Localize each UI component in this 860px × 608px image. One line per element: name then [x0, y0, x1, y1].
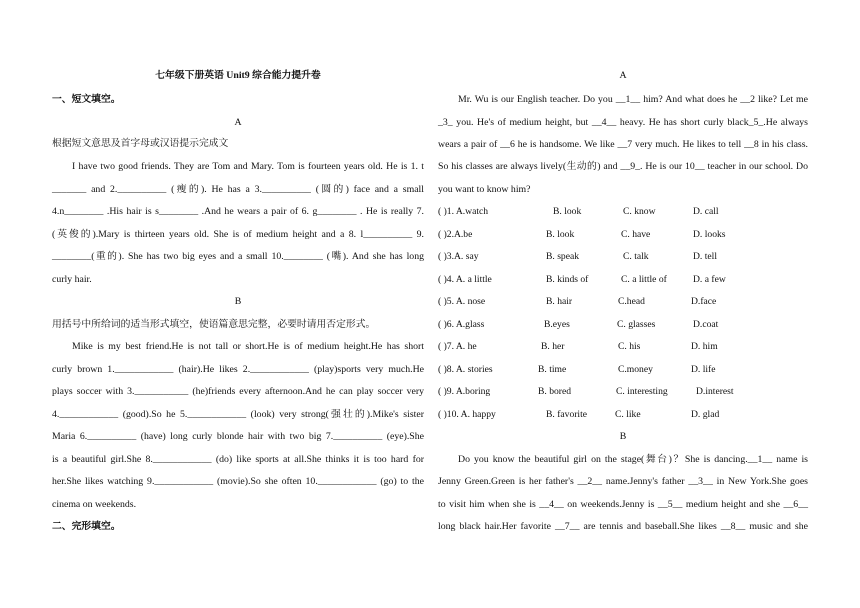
option-c: C. talk: [623, 251, 649, 262]
part-b-line: curly brown 1.____________ (hair).He likes 2.____________ (play)sports very much.He: [52, 364, 424, 375]
passage-a-label: A: [619, 70, 627, 81]
question-number-option-a: ( )10. A. happy: [438, 409, 496, 420]
question-number-option-a: ( )9. A.boring: [438, 386, 491, 397]
option-b: B. her: [541, 341, 565, 352]
option-b: B. hair: [546, 296, 573, 307]
part-b-line: is a beautiful girl.She 8.____________ (do) like sports at all.She thinks it is too hard for: [52, 454, 424, 465]
section-heading-1: 一、短文填空。: [52, 94, 121, 105]
section-heading-2: 二、完形填空。: [52, 521, 121, 532]
option-b: B. kinds of: [546, 274, 589, 285]
page-title: 七年级下册英语 Unit9 综合能力提升卷: [155, 70, 321, 81]
part-a-line: ________(重的). She has two big eyes and a small 10.________ (嘴). And she has long: [52, 251, 424, 262]
option-d: D. call: [693, 206, 719, 217]
option-c: C. glasses: [617, 319, 656, 330]
passage-a-line: So his classes are always lively(生动的) and __9_. He is our 10__ teacher in our school. Do: [438, 161, 808, 172]
option-c: C.money: [618, 364, 653, 375]
part-b-instruction: 用括号中所给词的适当形式填空，使语篇意思完整，必要时请用否定形式。: [52, 319, 376, 330]
option-c: C.head: [618, 296, 645, 307]
option-b: B. look: [546, 229, 575, 240]
question-number-option-a: ( )7. A. he: [438, 341, 477, 352]
part-a-line: 4.n________ .His hair is s________ .And he wears a pair of 6. g________ . He is really 7.: [52, 206, 424, 217]
option-d: D. him: [691, 341, 718, 352]
option-c: C. his: [618, 341, 641, 352]
part-b-label: B: [234, 296, 242, 307]
option-c: C. know: [623, 206, 656, 217]
part-b-line: Maria 6.__________ (have) long curly blonde hair with two big 7.__________ (eye).She: [52, 431, 424, 442]
option-d: D. glad: [691, 409, 720, 420]
option-b: B. speak: [546, 251, 580, 262]
part-a-line: curly hair.: [52, 274, 92, 285]
question-number-option-a: ( )6. A.glass: [438, 319, 485, 330]
option-d: D. looks: [693, 229, 726, 240]
passage-a-line: wears a pair of __6 he is handsome. We like __7 very much. He likes to tell __8 in his class.: [438, 139, 808, 150]
option-b: B. time: [538, 364, 567, 375]
question-number-option-a: ( )5. A. nose: [438, 296, 486, 307]
passage-b-line: long black hair.Her favorite __7__ are tennis and baseball.She likes __8__ music and she: [438, 521, 808, 532]
question-number-option-a: ( )4. A. a little: [438, 274, 492, 285]
passage-b-line: to visit him when she is __4__ on weekends.Jenny is __5__ medium height and she __6__: [438, 499, 808, 510]
question-number-option-a: ( )8. A. stories: [438, 364, 493, 375]
part-b-line: cinema on weekends.: [52, 499, 137, 510]
part-b-line: plays soccer with 3.___________ (he)friends every afternoon.And he can play soccer very: [52, 386, 424, 397]
option-d: D. a few: [693, 274, 726, 285]
part-a-instruction: 根据短文意思及首字母或汉语提示完成文: [52, 138, 229, 149]
option-c: C. interesting: [616, 386, 668, 397]
part-b-line: 4.____________ (good).So he 5.____________ (look) very strong(强壮的).Mike's sister: [52, 409, 424, 420]
question-number-option-a: ( )3.A. say: [438, 251, 479, 262]
passage-a-line: you want to know him?: [438, 184, 531, 195]
option-c: C. a little of: [621, 274, 667, 285]
option-b: B. favorite: [546, 409, 588, 420]
option-d: D.face: [691, 296, 717, 307]
question-number-option-a: ( )2.A.be: [438, 229, 473, 240]
option-d: D.coat: [693, 319, 719, 330]
question-number-option-a: ( )1. A.watch: [438, 206, 489, 217]
passage-b-label: B: [619, 431, 627, 442]
option-d: D. life: [691, 364, 716, 375]
option-b: B. look: [553, 206, 582, 217]
passage-b-line: Jenny Green.Green is her father's __2__ name.Jenny's father __3__ in New York.She goes: [438, 476, 808, 487]
passage-b-line: Do you know the beautiful girl on the stage(舞台)？She is dancing.__1__ name is: [458, 454, 808, 465]
option-d: D.interest: [696, 386, 734, 397]
part-a-line: (英俊的).Mary is thirteen years old. She is of medium height and a 8. l__________ 9.: [52, 229, 424, 240]
option-b: B. bored: [538, 386, 572, 397]
part-a-label: A: [234, 117, 242, 128]
part-a-line: I have two good friends. They are Tom and Mary. Tom is fourteen years old. He is 1. t: [72, 161, 424, 172]
part-b-line: Mike is my best friend.He is not tall or short.He is of medium height.He has short: [72, 341, 424, 352]
part-b-line: her.She likes watching 9.____________ (movie).So she often 10.____________ (go) to the: [52, 476, 424, 487]
passage-a-line: _3_ you. He's of medium height, but __4__ heavy. He has short curly black_5_.He always: [438, 117, 808, 128]
passage-a-line: Mr. Wu is our English teacher. Do you __1__ him? And what does he __2 like? Let me: [458, 94, 808, 105]
option-b: B.eyes: [544, 319, 570, 330]
part-a-line: _______ and 2.__________ (瘦的). He has a 3.__________ (圆的) face and a small: [52, 184, 424, 195]
option-c: C. like: [615, 409, 641, 420]
option-d: D. tell: [693, 251, 717, 262]
option-c: C. have: [621, 229, 651, 240]
